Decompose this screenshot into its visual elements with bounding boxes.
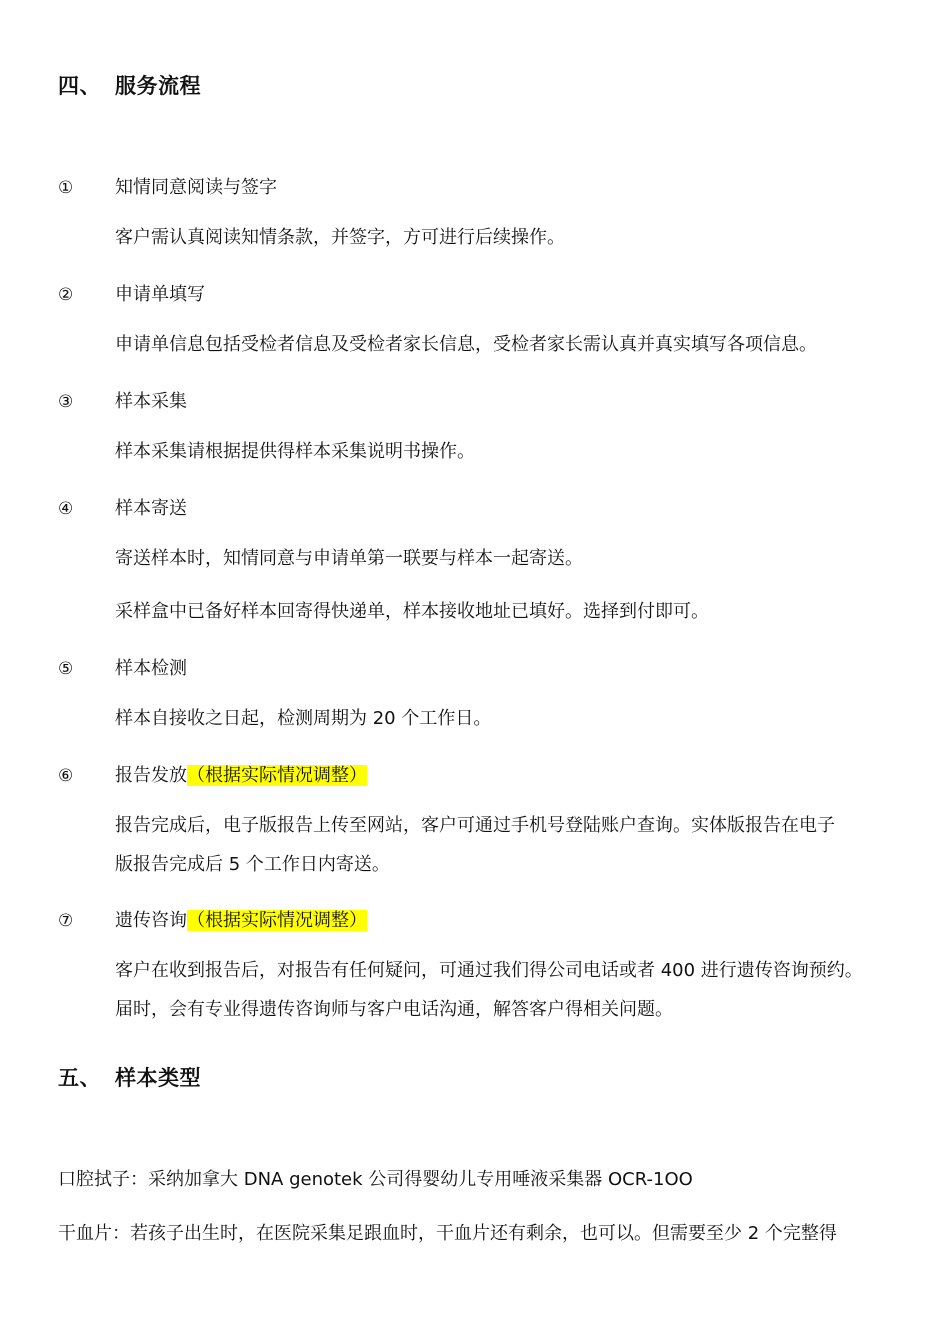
step-marker: ⑦ <box>58 911 74 931</box>
step-description <box>115 806 915 884</box>
step-description <box>115 592 915 631</box>
section-title: 样本类型 <box>115 1066 201 1090</box>
step-item <box>58 280 205 306</box>
step-item <box>58 761 367 787</box>
step-item <box>58 387 187 413</box>
step-title: 遗传咨询 <box>115 910 187 931</box>
step-title: 知情同意阅读与签字 <box>115 177 277 198</box>
step-item <box>58 654 187 680</box>
paragraph-line: 版报告完成后 5 个工作日内寄送。 <box>115 854 390 875</box>
step-item <box>58 906 367 932</box>
step-description <box>115 539 915 578</box>
step-marker: ① <box>58 178 74 198</box>
step-marker: ⑥ <box>58 766 74 786</box>
step-marker: ③ <box>58 392 74 412</box>
paragraph-line: 客户在收到报告后，对报告有任何疑问，可通过我们得公司电话或者 400 进行遗传咨询预约。 <box>115 960 863 981</box>
paragraph-line: 申请单信息包括受检者信息及受检者家长信息，受检者家长需认真并真实填写各项信息。 <box>115 334 817 355</box>
paragraph-line: 采样盒中已备好样本回寄得快递单，样本接收地址已填好。选择到付即可。 <box>115 601 709 622</box>
step-title: 报告发放 <box>115 765 187 786</box>
step-title: 样本采集 <box>115 391 187 412</box>
highlighted-note: （根据实际情况调整） <box>187 910 367 931</box>
step-description <box>115 218 915 257</box>
section-number: 五、 <box>58 1066 101 1090</box>
section-title: 服务流程 <box>115 74 201 98</box>
paragraph-line: 样本自接收之日起，检测周期为 20 个工作日。 <box>115 708 492 729</box>
sample-type-line: 口腔拭子：采纳加拿大 DNA genotek 公司得婴幼儿专用唾液采集器 OCR-1OO <box>58 1169 693 1190</box>
paragraph-line: 客户需认真阅读知情条款，并签字，方可进行后续操作。 <box>115 227 565 248</box>
step-description <box>115 325 915 364</box>
step-title: 样本检测 <box>115 658 187 679</box>
section-heading-sample-types <box>58 1062 201 1092</box>
paragraph-line: 寄送样本时，知情同意与申请单第一联要与样本一起寄送。 <box>115 548 583 569</box>
step-marker: ② <box>58 285 74 305</box>
sample-type-line: 干血片：若孩子出生时，在医院采集足跟血时，干血片还有剩余，也可以。但需要至少 2 个完整得 <box>58 1223 837 1244</box>
paragraph-line: 届时，会有专业得遗传咨询师与客户电话沟通，解答客户得相关问题。 <box>115 999 673 1020</box>
paragraph-line: 报告完成后，电子版报告上传至网站，客户可通过手机号登陆账户查询。实体版报告在电子 <box>115 815 835 836</box>
step-title: 申请单填写 <box>115 284 205 305</box>
step-description <box>115 699 915 738</box>
section-heading-service-flow <box>58 70 201 100</box>
section-number: 四、 <box>58 74 101 98</box>
step-marker: ④ <box>58 499 74 519</box>
paragraph-line: 样本采集请根据提供得样本采集说明书操作。 <box>115 441 475 462</box>
step-description <box>115 432 915 471</box>
step-title: 样本寄送 <box>115 498 187 519</box>
step-item <box>58 173 277 199</box>
step-description <box>115 951 915 1029</box>
highlighted-note: （根据实际情况调整） <box>187 765 367 786</box>
step-marker: ⑤ <box>58 659 74 679</box>
step-item <box>58 494 187 520</box>
